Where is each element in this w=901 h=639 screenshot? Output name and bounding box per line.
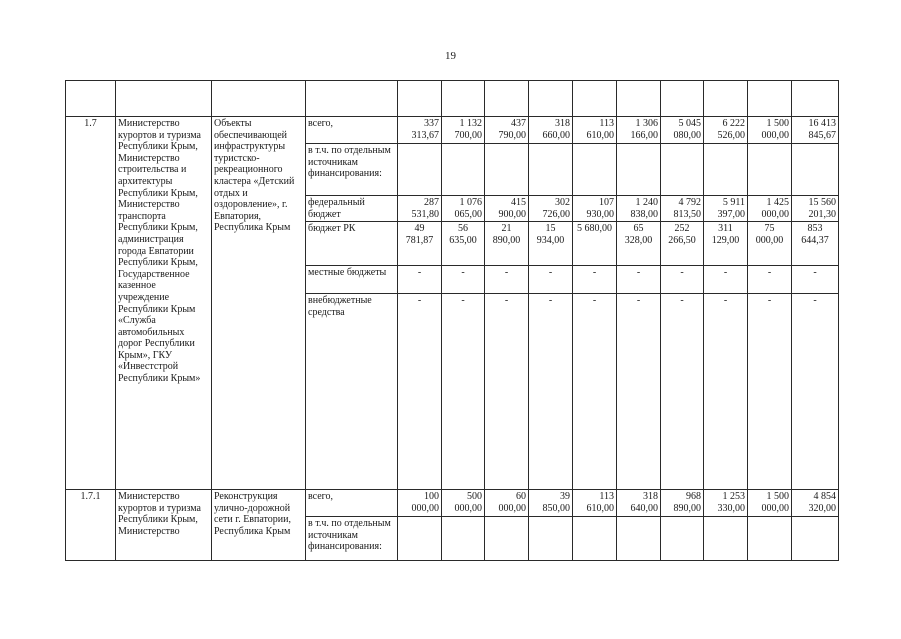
value-text: 15 934,00 (536, 223, 565, 246)
header-cell (66, 81, 116, 117)
label-total: всего, (306, 117, 398, 144)
header-cell (748, 81, 792, 117)
header-cell (617, 81, 661, 117)
value-cell: 1 306 166,00 (617, 117, 661, 144)
dash-cell: - (748, 294, 792, 490)
value-cell: 1 500 000,00 (748, 117, 792, 144)
empty-cell (485, 517, 529, 561)
row-code: 1.7 (66, 117, 116, 490)
executors-cell: Министерство курортов и туризма Республики Крым, Министерство строительства и архитектуры Республики Крым, Министерство транспорта Республики Крым, администрация города Евпатории Республики Крым, Государственное казенное учреждение Республики Крым «Служба автомобильных дорог Республики Крым», ГКУ «Инвестстрой Республики Крым» (116, 117, 212, 490)
value-cell: 415 900,00 (485, 196, 529, 222)
dash-cell: - (748, 266, 792, 294)
empty-cell (442, 144, 485, 196)
value-cell: 500 000,00 (442, 490, 485, 517)
dash-cell: - (573, 294, 617, 490)
value-cell (529, 222, 573, 266)
label-federal: федеральный бюджет (306, 196, 398, 222)
value-cell: 318 660,00 (529, 117, 573, 144)
financing-table (65, 80, 839, 561)
header-cell (573, 81, 617, 117)
value-cell: 113 610,00 (573, 117, 617, 144)
empty-cell (485, 144, 529, 196)
value-text: 252 266,50 (668, 223, 696, 246)
row-1-7-1-total (66, 490, 839, 517)
label-total: всего, (306, 490, 398, 517)
value-cell: 113 610,00 (573, 490, 617, 517)
empty-cell (398, 517, 442, 561)
value-cell (573, 222, 617, 266)
value-cell: 1 253 330,00 (704, 490, 748, 517)
value-cell (704, 222, 748, 266)
value-cell: 1 500 000,00 (748, 490, 792, 517)
header-row (66, 81, 839, 117)
dash-cell: - (573, 266, 617, 294)
empty-cell (529, 517, 573, 561)
value-cell: 437 790,00 (485, 117, 529, 144)
value-cell: 337 313,67 (398, 117, 442, 144)
header-cell (704, 81, 748, 117)
dash-cell: - (398, 294, 442, 490)
value-cell: 287 531,80 (398, 196, 442, 222)
label-sources: в т.ч. по отдельным источникам финансирования: (306, 517, 398, 561)
label-sources: в т.ч. по отдельным источникам финансирования: (306, 144, 398, 196)
value-cell: 39 850,00 (529, 490, 573, 517)
executors-cell: Министерство курортов и туризма Республики Крым, Министерство (116, 490, 212, 561)
empty-cell (442, 517, 485, 561)
dash-cell: - (617, 294, 661, 490)
dash-cell: - (792, 266, 839, 294)
dash-cell: - (661, 294, 704, 490)
header-cell (792, 81, 839, 117)
value-cell (792, 222, 839, 266)
empty-cell (573, 144, 617, 196)
header-cell (212, 81, 306, 117)
value-text: 5 680,00 (577, 223, 612, 235)
value-text: 853 644,37 (801, 223, 829, 246)
dash-cell: - (792, 294, 839, 490)
value-cell: 968 890,00 (661, 490, 704, 517)
row-1-7-total (66, 117, 839, 144)
value-cell (748, 222, 792, 266)
dash-cell: - (485, 294, 529, 490)
header-cell (116, 81, 212, 117)
value-cell: 15 560 201,30 (792, 196, 839, 222)
label-rk: бюджет РК (306, 222, 398, 266)
empty-cell (704, 144, 748, 196)
empty-cell (792, 144, 839, 196)
label-local: местные бюджеты (306, 266, 398, 294)
value-cell: 60 000,00 (485, 490, 529, 517)
value-cell: 5 045 080,00 (661, 117, 704, 144)
dash-cell: - (617, 266, 661, 294)
page-number: 19 (445, 50, 456, 62)
label-extrabudget: внебюджетные средства (306, 294, 398, 490)
dash-cell: - (704, 294, 748, 490)
value-cell (442, 222, 485, 266)
header-cell (398, 81, 442, 117)
value-cell: 107 930,00 (573, 196, 617, 222)
value-text: 21 890,00 (492, 223, 521, 246)
dash-cell: - (442, 266, 485, 294)
value-text: 311 129,00 (711, 223, 740, 246)
value-cell: 4 854 320,00 (792, 490, 839, 517)
value-cell: 4 792 813,50 (661, 196, 704, 222)
empty-cell (398, 144, 442, 196)
header-cell (529, 81, 573, 117)
value-cell: 16 413 845,67 (792, 117, 839, 144)
dash-cell: - (442, 294, 485, 490)
value-cell (398, 222, 442, 266)
empty-cell (748, 517, 792, 561)
dash-cell: - (485, 266, 529, 294)
empty-cell (529, 144, 573, 196)
empty-cell (704, 517, 748, 561)
value-text: 65 328,00 (624, 223, 653, 246)
value-cell (661, 222, 704, 266)
value-cell: 1 076 065,00 (442, 196, 485, 222)
value-cell (617, 222, 661, 266)
value-cell: 6 222 526,00 (704, 117, 748, 144)
empty-cell (573, 517, 617, 561)
dash-cell: - (529, 266, 573, 294)
empty-cell (661, 144, 704, 196)
header-cell (485, 81, 529, 117)
empty-cell (748, 144, 792, 196)
value-cell: 5 911 397,00 (704, 196, 748, 222)
object-cell: Объекты обеспечивающей инфраструктуры туристско-рекреационного кластера «Детский отдых и оздоровление», г. Евпатория, Республика Крым (212, 117, 306, 490)
dash-cell: - (661, 266, 704, 294)
object-cell: Реконструкция улично-дорожной сети г. Евпатории, Республика Крым (212, 490, 306, 561)
empty-cell (617, 517, 661, 561)
value-text: 49 781,87 (405, 223, 434, 246)
value-cell: 302 726,00 (529, 196, 573, 222)
value-cell: 318 640,00 (617, 490, 661, 517)
empty-cell (792, 517, 839, 561)
dash-cell: - (704, 266, 748, 294)
row-code: 1.7.1 (66, 490, 116, 561)
value-text: 56 635,00 (449, 223, 477, 246)
value-cell (485, 222, 529, 266)
dash-cell: - (529, 294, 573, 490)
empty-cell (617, 144, 661, 196)
value-cell: 1 132 700,00 (442, 117, 485, 144)
header-cell (306, 81, 398, 117)
header-cell (661, 81, 704, 117)
value-text: 75 000,00 (755, 223, 784, 246)
value-cell: 100 000,00 (398, 490, 442, 517)
dash-cell: - (398, 266, 442, 294)
value-cell: 1 240 838,00 (617, 196, 661, 222)
value-cell: 1 425 000,00 (748, 196, 792, 222)
header-cell (442, 81, 485, 117)
empty-cell (661, 517, 704, 561)
